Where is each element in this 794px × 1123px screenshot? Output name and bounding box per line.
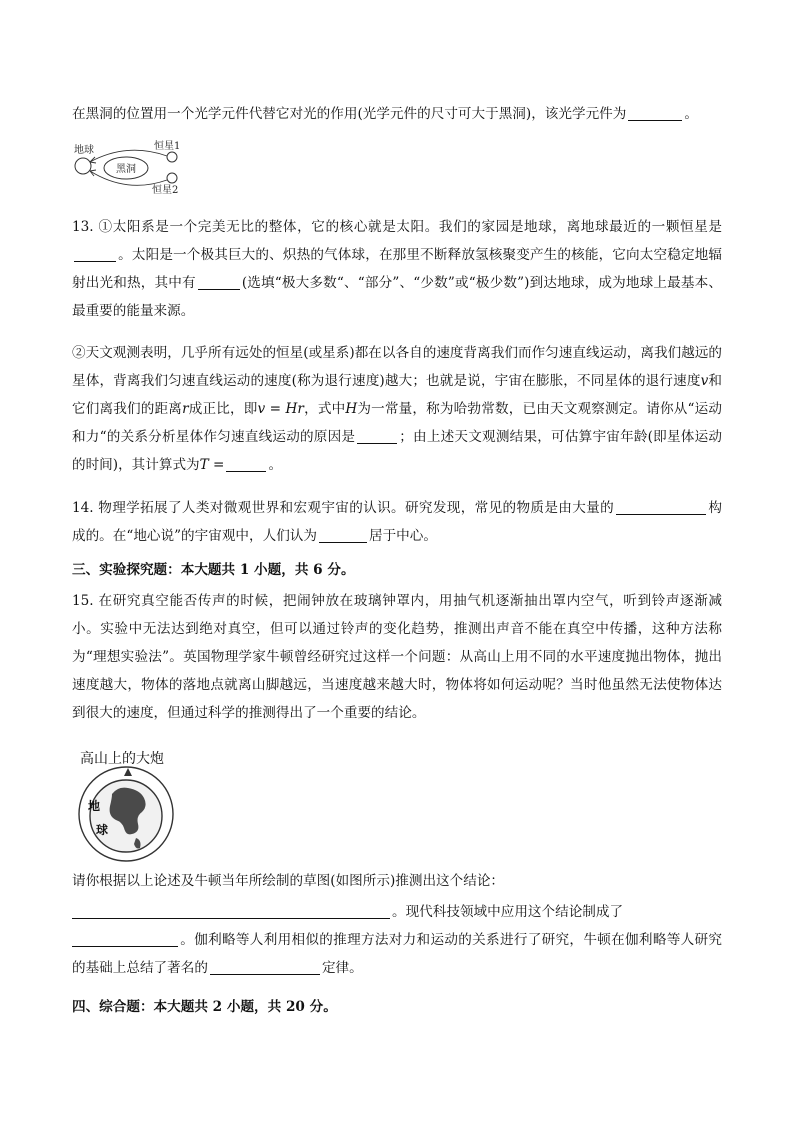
question-15-text: 15. 在研究真空能否传声的时候，把闹钟放在玻璃钟罩内，用抽气机逐渐抽出罩内空气，听到铃声逐渐减小。实验中无法达到绝对真空，但可以通过铃声的变化趋势，推测出声音不能在真空中传播，这种方法称为“理想实验法”。英国物理学家牛顿曾经研究过这样一个问题：从高山上用不同的水平速度抛出物体，抛出速度越大，物体的落地点就离山脚越远，当速度越来越大时，物体将如何运动呢？当时他虽然无法使物体达到很大的速度，但通过科学的推测得出了一个重要的结论。	[72, 593, 722, 721]
blackhole-label: 黑洞	[116, 164, 136, 175]
star2-circle	[167, 173, 177, 183]
earth-label: 地球	[74, 145, 94, 156]
answer-blank[interactable]	[628, 105, 682, 121]
section-4-heading: 四、综合题：本大题共 2 小题，共 20 分。	[72, 999, 337, 1015]
answer-blank[interactable]	[74, 246, 116, 262]
answer-blank[interactable]	[72, 903, 390, 919]
answer-blank[interactable]	[72, 931, 178, 947]
cannon-figure-title: 高山上的大炮	[80, 751, 164, 767]
star1-circle	[167, 152, 177, 162]
hubble-formula: v = Hr	[257, 401, 304, 417]
question-15-blanks: 。现代科技领域中应用这个结论制成了 。伽利略等人利用相似的推理方法对力和运动的关系进行了研究，牛顿在伽利略等人研究的基础上总结了著名的 定律。	[72, 904, 722, 976]
question-15-ask: 请你根据以上论述及牛顿当年所绘制的草图(如图所示)推测出这个结论：	[72, 873, 505, 889]
light-path-upper	[90, 150, 167, 162]
intro-line: 在黑洞的位置用一个光学元件代替它对光的作用(光学元件的尺寸可大于黑洞)，该光学元件为 。	[72, 106, 698, 122]
answer-blank[interactable]	[616, 499, 706, 515]
figure-label-di: 地	[88, 799, 101, 813]
earth-circle	[75, 158, 91, 174]
figure-label-qiu: 球	[96, 823, 109, 837]
answer-blank[interactable]	[226, 456, 266, 472]
answer-blank[interactable]	[319, 527, 367, 543]
question-13-part2: ②天文观测表明，几乎所有远处的恒星(或星系)都在以各自的速度背离我们而作匀速直线运动，离我们越远的星体，背离我们匀速直线运动的速度(称为退行速度)越大；也就是说，宇宙在膨胀，不同星体的退行速度v和它们离我们的距离r成正比，即v = Hr，式中H为一常量，称为哈勃常数，已由天文观察测定。请你从“运动和力“的关系分析星体作匀速直线运动的原因是 ；由上述天文观测结果，可估算宇宙年龄(即星体运动的时间)，其计算式为T = 。	[72, 345, 723, 473]
question-14: 14. 物理学拓展了人类对微观世界和宏观宇宙的认识。研究发现，常见的物质是由大量的 构成的。在“地心说”的宇宙观中，人们认为 居于中心。	[72, 500, 723, 544]
mountain-icon	[124, 768, 132, 776]
question-13-part1: 13. ①太阳系是一个完美无比的整体，它的核心就是太阳。我们的家园是地球，离地球最近的一颗恒星是。太阳是一个极其巨大的、炽热的气体球，在那里不断释放氢核聚变产生的核能，它向太空稳定地辐射出光和热，其中有 (选填“极大多数“、“部分”、“少数”或“极少数”)到达地球，成为地球上最基本、最重要的能量来源。	[72, 219, 723, 319]
star2-label: 恒星2	[152, 185, 179, 196]
answer-blank[interactable]	[357, 428, 397, 444]
answer-blank[interactable]	[210, 959, 320, 975]
cannon-figure	[74, 764, 184, 864]
answer-blank[interactable]	[198, 274, 240, 290]
section-3-heading: 三、实验探究题：本大题共 1 小题，共 6 分。	[72, 562, 355, 578]
star1-label: 恒星1	[154, 141, 181, 152]
blackhole-figure	[72, 140, 192, 198]
